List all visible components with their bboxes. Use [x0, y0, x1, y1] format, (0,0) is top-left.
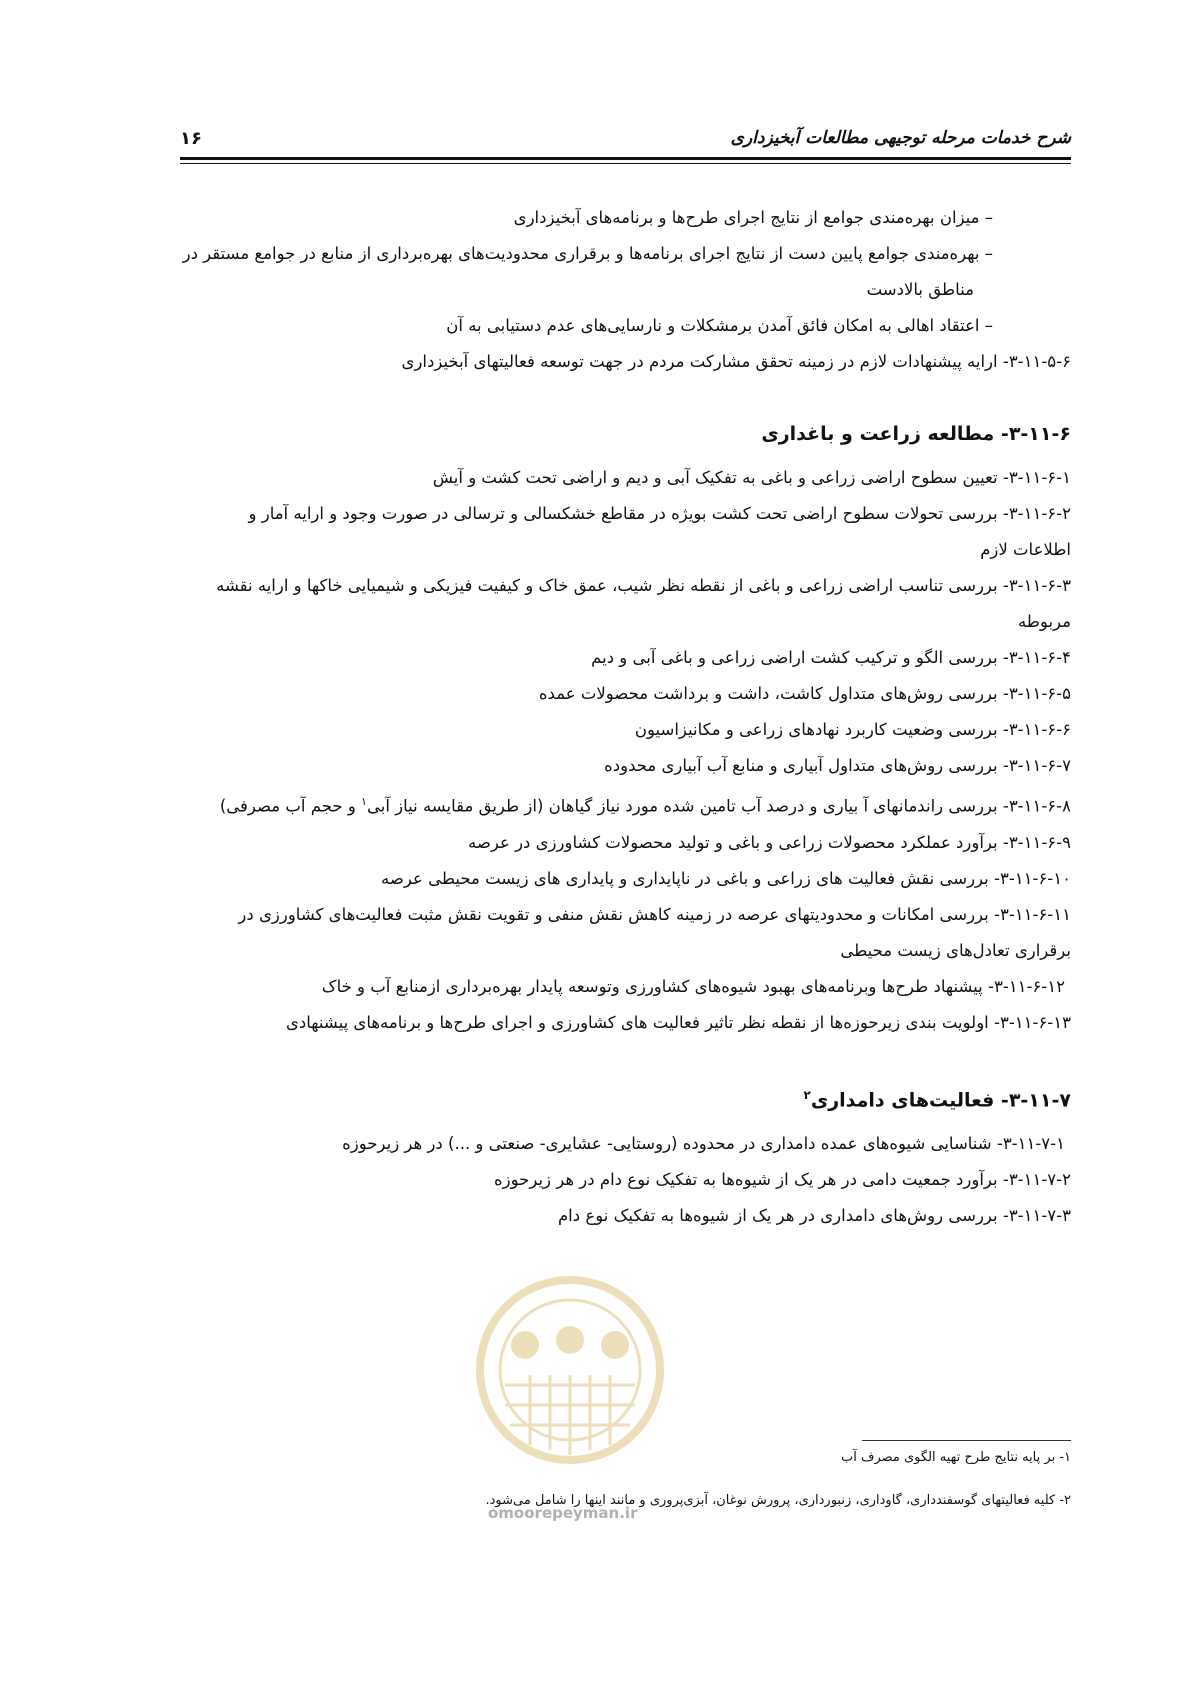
- page-number: ۱۶: [180, 128, 202, 149]
- list-item: ۳-۱۱-۶-۱- تعیین سطوح اراضی زراعی و باغی به تفکیک آبی و دیم و اراضی تحت کشت و آیش: [432, 468, 1071, 487]
- list-item: ۳-۱۱-۶-۹- برآورد عملکرد محصولات زراعی و باغی و تولید محصولات کشاورزی در عرصه: [468, 832, 1071, 852]
- list-item: ۳-۱۱-۶-۶- بررسی وضعیت کاربرد نهادهای زراعی و مکانیزاسیون: [634, 720, 1071, 739]
- footnote-separator: [862, 1440, 1071, 1441]
- footnote: ۲- کلیه فعالیتهای گوسفندداری، گاوداری، زنبورداری، پرورش نوغان، آبزی‌پروری و مانند اینها را شامل می‌شود.: [485, 1493, 1071, 1508]
- header-title: شرح خدمات مرحله توجیهی مطالعات آبخیزداری: [730, 128, 1071, 148]
- list-item: ۳-۱۱-۷-۳- بررسی روش‌های دامداری در هر یک از شیوه‌ها به تفکیک نوع دام: [557, 1205, 1071, 1225]
- list-item: ۳-۱۱-۶-۱۲- پیشنهاد طرح‌ها وبرنامه‌های بهبود شیوه‌های کشاورزی وتوسعه پایدار بهره‌برداری ازمنابع آب و خاک: [321, 976, 1065, 996]
- footnote-ref: ۱: [361, 795, 367, 808]
- list-item: ۳-۱۱-۷-۱- شناسایی شیوه‌های عمده دامداری در محدوده (روستایی- عشایری- صنعتی و ...) در هر زیرحوزه: [342, 1133, 1065, 1153]
- footnote: ۱- بر پایه نتایج طرح تهیه الگوی مصرف آب: [841, 1450, 1071, 1465]
- list-item-continuation: برقراری تعادل‌های زیست محیطی: [840, 940, 1071, 960]
- list-item: ۳-۱۱-۶-۲- بررسی تحولات سطوح اراضی تحت کشت بویژه در مقاطع خشکسالی و ترسالی در صورت وجود و ارایه آمار و: [248, 504, 1071, 523]
- list-item: ۳-۱۱-۶-۳- بررسی تناسب اراضی زراعی و باغی از نقطه نظر شیب، عمق خاک و کیفیت فیزیکی و شیمیایی خاکها و ارایه نقشه: [216, 576, 1071, 595]
- list-item: ۳-۱۱-۷-۲- برآورد جمعیت دامی در هر یک از شیوه‌ها به تفکیک نوع دام در هر زیرحوزه: [494, 1169, 1071, 1189]
- header-rule-thin: [180, 163, 1071, 164]
- bullet-item-continuation: مناطق بالادست: [866, 280, 974, 299]
- list-item: ۳-۱۱-۵-۶- ارایه پیشنهادات لازم در زمینه تحقق مشارکت مردم در جهت توسعه فعالیتهای آبخیزداری: [401, 352, 1071, 371]
- section-heading: ۳-۱۱-۶- مطالعه زراعت و باغداری: [761, 423, 1071, 445]
- bullet-item: – اعتقاد اهالی به امکان فائق آمدن برمشکلات و نارسایی‌های عدم دستیابی به آن: [446, 316, 993, 335]
- list-item-continuation: اطلاعات لازم: [980, 540, 1071, 559]
- watermark-text: omoorepeyman.ir: [488, 1504, 638, 1522]
- list-item: ۳-۱۱-۶-۱۰- بررسی نقش فعالیت های زراعی و باغی در ناپایداری و پایداری های زیست محیطی عرصه: [381, 868, 1071, 888]
- section-heading-text: ۳-۱۱-۷- فعالیت‌های دامداری: [810, 1088, 1071, 1111]
- list-item: ۳-۱۱-۶-۱۳- اولویت بندی زیرحوزه‌ها از نقطه نظر تاثیر فعالیت های کشاورزی و اجرای طرح‌ها و برنامه‌های پیشنهادی: [286, 1012, 1071, 1032]
- footnote-ref: ۲: [803, 1087, 811, 1102]
- list-item: ۳-۱۱-۶-۱۱- بررسی امکانات و محدودیتهای عرصه در زمینه کاهش نقش منفی و تقویت نقش مثبت فعالیت‌های کشاورزی در: [238, 904, 1071, 924]
- list-item: ۳-۱۱-۶-۷- بررسی روش‌های متداول آبیاری و منابع آب آبیاری محدوده: [604, 756, 1071, 775]
- list-item: ۳-۱۱-۶-۴- بررسی الگو و ترکیب کشت اراضی زراعی و باغی آبی و دیم: [591, 648, 1071, 667]
- list-item-text: ۳-۱۱-۶-۸- بررسی راندمانهای آ بیاری و درصد آب تامین شده مورد نیاز گیاهان (از طریق مقایسه نیاز آبی: [366, 796, 1071, 816]
- bullet-item: – بهره‌مندی جوامع پایین دست از نتایج اجرای برنامه‌ها و برقراری محدودیت‌های بهره‌برداری از منابع در جوامع مستقر در: [182, 244, 993, 263]
- page-header: [180, 118, 1071, 162]
- list-item-text-tail: و حجم آب مصرفی): [219, 796, 356, 816]
- header-rule-thick: [180, 157, 1071, 160]
- list-item-continuation: مربوطه: [1017, 612, 1071, 631]
- list-item: ۳-۱۱-۶-۵- بررسی روش‌های متداول کاشت، داشت و برداشت محصولات عمده: [538, 684, 1071, 703]
- list-item-with-footnote: [140, 784, 1071, 825]
- page-body: [140, 200, 1071, 1234]
- bullet-item: – میزان بهره‌مندی جوامع از نتایج اجرای طرح‌ها و برنامه‌های آبخیزداری: [513, 208, 993, 227]
- seal-logo-icon: [470, 1270, 670, 1500]
- section-heading: [140, 1075, 1071, 1120]
